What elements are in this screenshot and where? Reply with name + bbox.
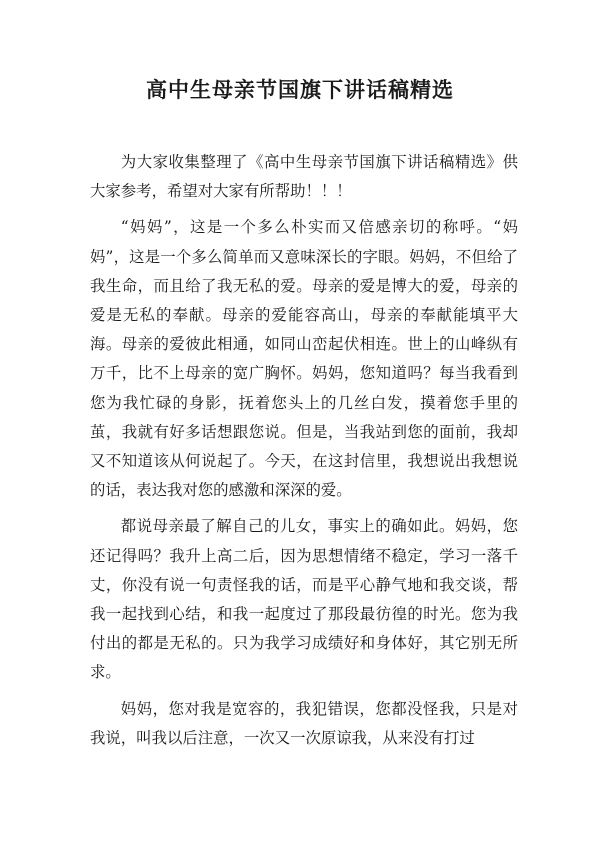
paragraph-understanding: 都说母亲最了解自己的儿女，事实上的确如此。妈妈，您还记得吗？我升上高二后，因为思想情绪不稳定，学习一落千丈，你没有说一句责怪我的话，而是平心静气地和我交谈，帮我一起找到心结，和我一起度过了那段最彷徨的时光。您为我付出的都是无私的。只为我学习成绩好和身体好，其它别无所求。 xyxy=(90,517,518,682)
paragraph-intro: 为大家收集整理了《高中生母亲节国旗下讲话稿精选》供大家参考，希望对大家有所帮助！！！ xyxy=(90,153,518,201)
paragraph-mother-love: “妈妈”，这是一个多么朴实而又倍感亲切的称呼。“妈妈”，这是一个多么简单而又意味深长的字眼。妈妈，不但给了我生命，而且给了我无私的爱。母亲的爱是博大的爱，母亲的爱是无私的奉献。母亲的爱能容高山，母亲的奉献能填平大海。母亲的爱彼此相通，如同山峦起伏相连。世上的山峰纵有万千，比不上母亲的宽广胸怀。妈妈，您知道吗？每当我看到您为我忙碌的身影，抚着您头上的几丝白发，摸着您手里的茧，我就有好多话想跟您说。但是，当我站到您的面前，我却又不知道该从何说起了。今天，在这封信里，我想说出我想说的话，表达我对您的感激和深深的爱。 xyxy=(90,218,518,500)
paragraph-tolerance: 妈妈，您对我是宽容的，我犯错误，您都没怪我，只是对我说，叫我以后注意，一次又一次原谅我，从来没有打过 xyxy=(90,699,518,747)
document-body xyxy=(90,148,518,760)
document-title: 高中生母亲节国旗下讲话稿精选 xyxy=(146,78,454,102)
